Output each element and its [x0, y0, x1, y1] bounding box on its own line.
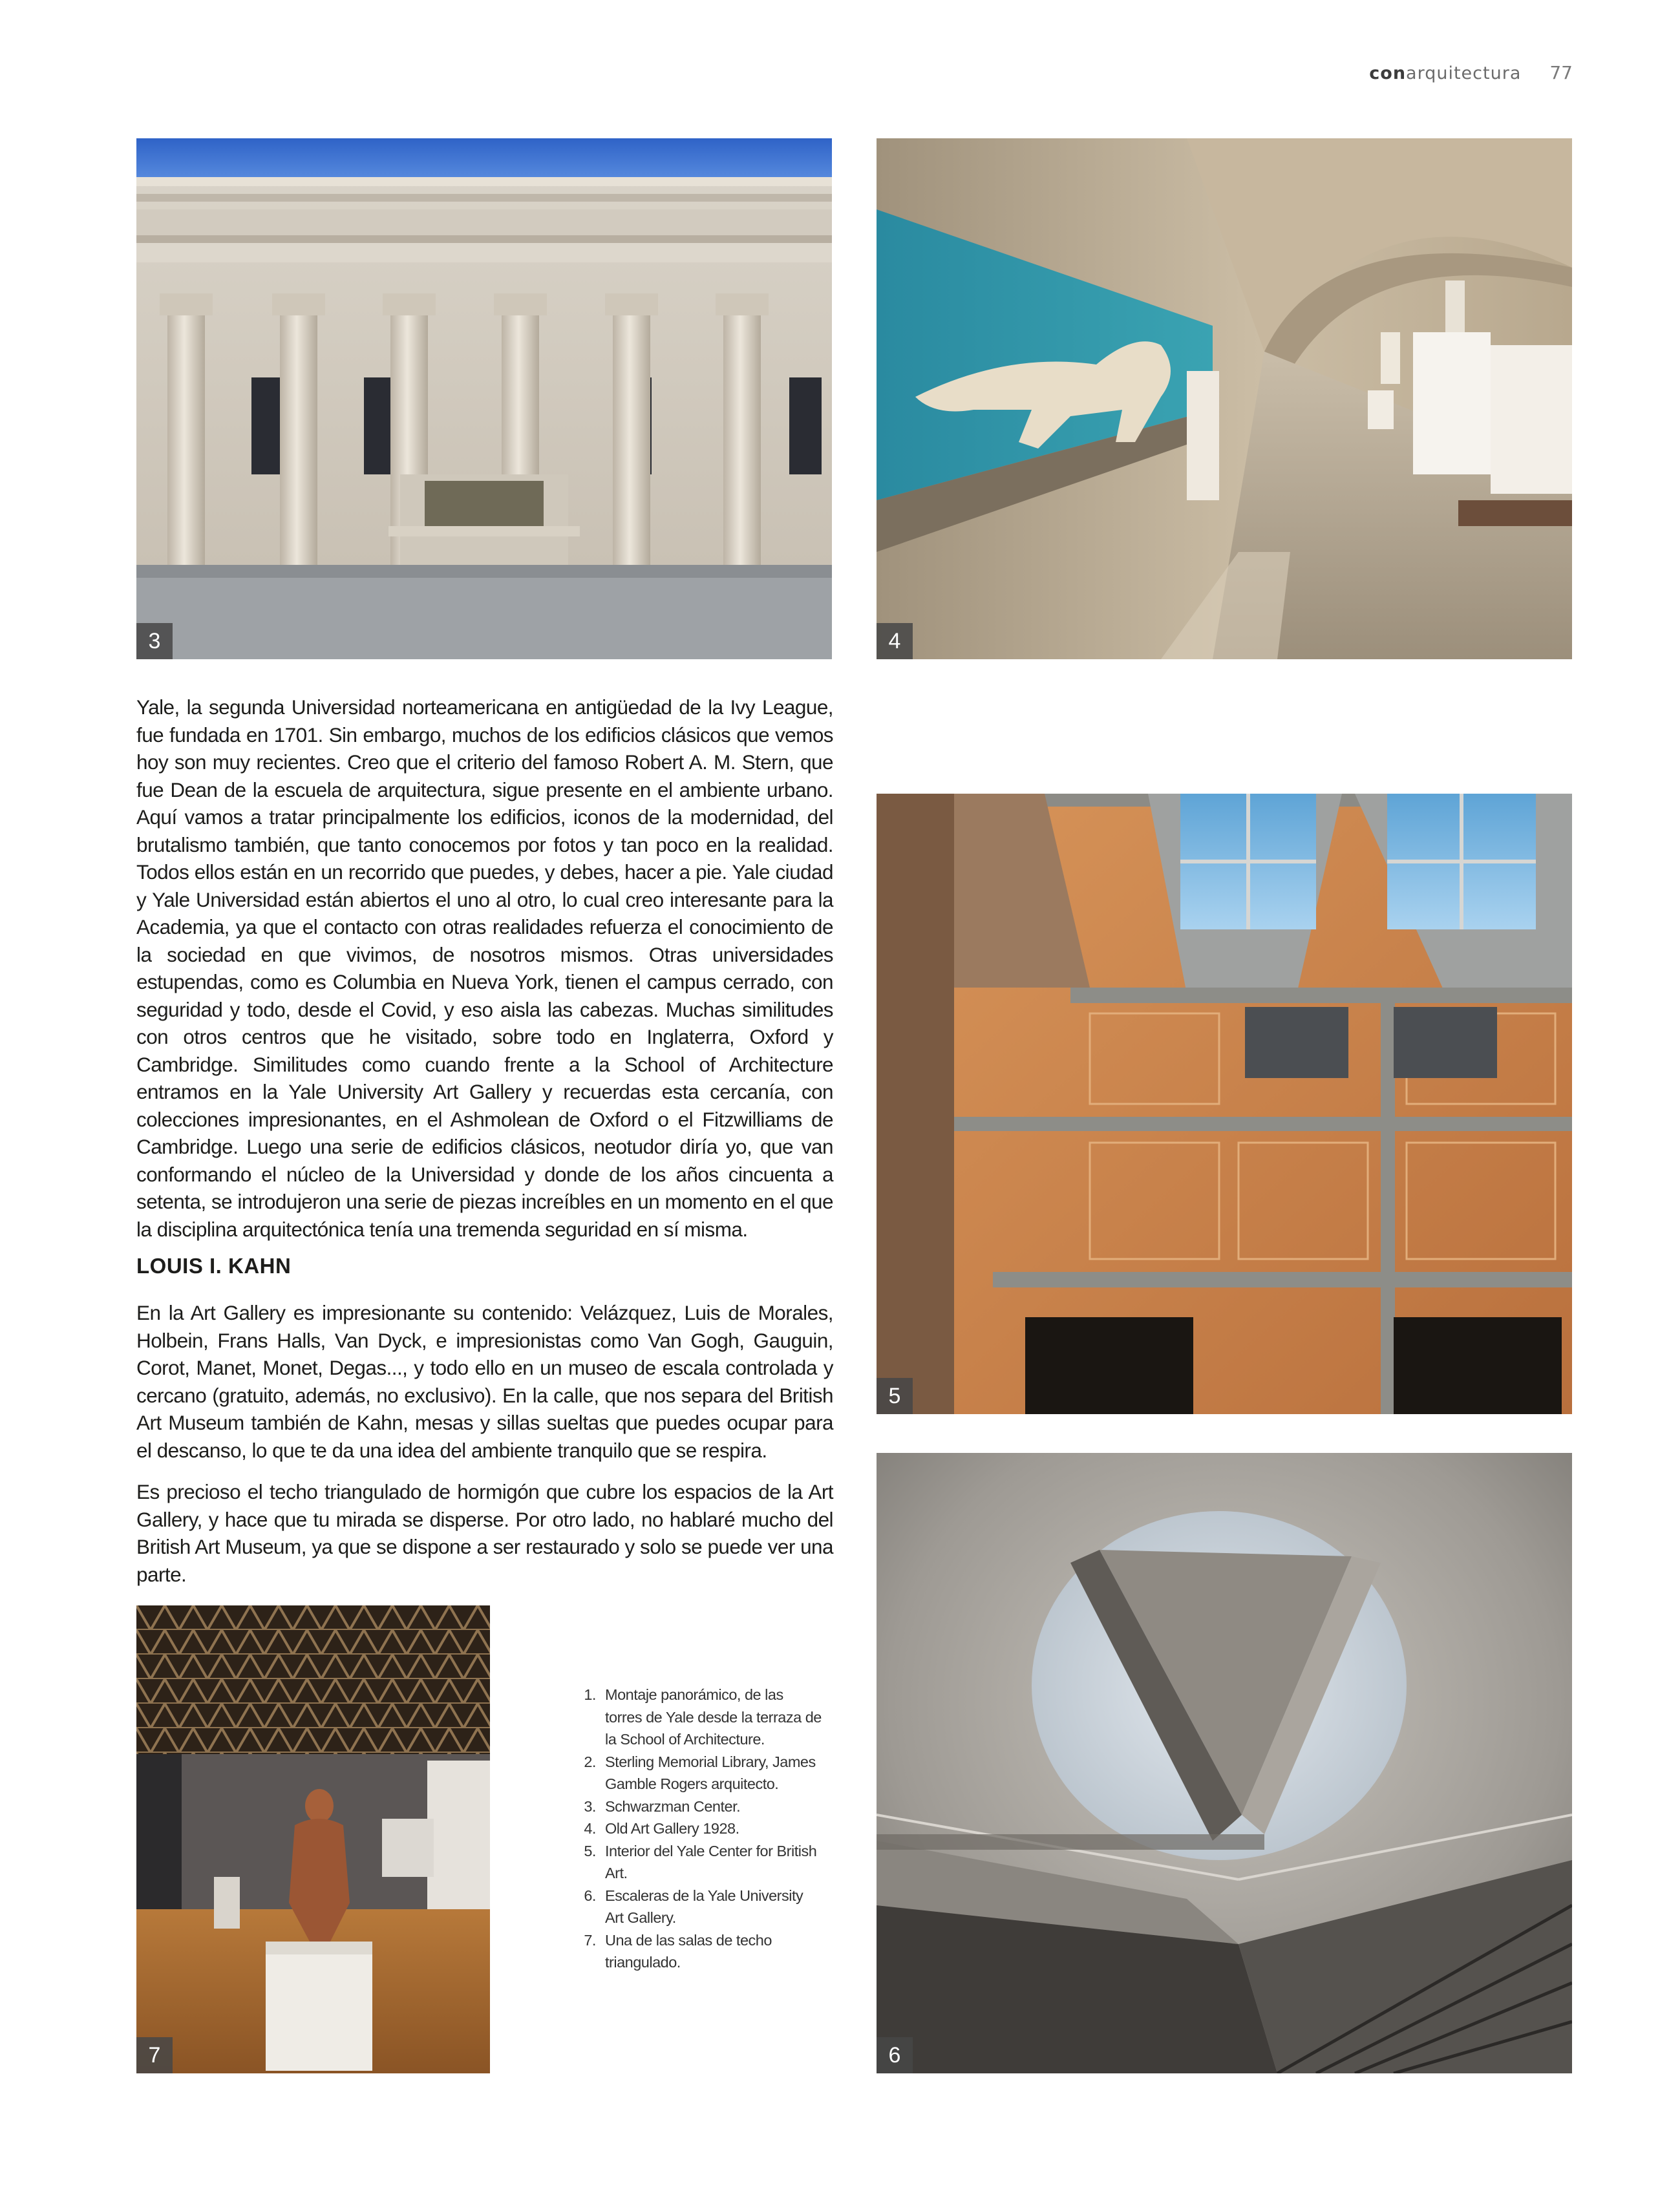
paragraph-ceiling: Es precioso el techo triangulado de hormigón que cubre los espacios de la Art Gallery, y hace que tu mirada se disperse. Por otro lado, no hablaré mucho del British Art Museum, ya que se dispone a ser restaurado y solo se puede ver una parte.	[136, 1480, 833, 1586]
photo-number: 7	[136, 2037, 173, 2073]
caption-item: 3. Schwarzman Center.	[600, 1795, 822, 1818]
photo-6	[877, 1453, 1572, 2073]
caption-list	[564, 1684, 822, 1974]
intro-paragraph: Yale, la segunda Universidad norteamericana en antigüedad de la Ivy League, fue fundada en 1701. Sin embargo, muchos de los edificios clásicos que vemos hoy son muy recientes. Creo que el criterio del famoso Robert A. M. Stern, que fue Dean de la escuela de arquitectura, sigue presente en el ambiente urbano. Aquí vamos a tratar principalmente los edificios, iconos de la modernidad, del brutalismo también, que tanto conocemos por fotos y tan poco en la realidad. Todos ellos están en un recorrido que puedes, y debes, hacer a pie. Yale ciudad y Yale Universidad están abiertos el uno al otro, lo cual creo interesante para la Academia, ya que el contacto con otras realidades refuerza el conocimiento de la sociedad en que vivimos, de nosotros mismos. Otras universidades estupendas, como es Columbia en Nueva York, tienen el campus cerrado, con seguridad y todo, desde el Covid, y eso aisla las cabezas. Muchas similitudes con otros centros que he visitado, sobre todo en Inglaterra, Oxford y Cambridge. Similitudes como cuando frente a la School of Architecture entramos en la Yale University Art Gallery y recuerdas esta cercanía, con colecciones impresionantes, en el Ashmolean de Oxford o el Fitzwilliams de Cambridge. Luego una serie de edificios clásicos, neotudor diría yo, que van conformando el núcleo de la Universidad y donde de los años cincuenta a setenta, se introdujeron una serie de piezas increíbles en un momento en el que la disciplina arquitectónica tenía una tremenda seguridad en sí misma.	[136, 695, 833, 1241]
section-kahn-body	[136, 1299, 833, 1602]
photo-number: 4	[877, 623, 913, 659]
page-number: 77	[1549, 62, 1573, 83]
photo-3	[136, 138, 832, 659]
article-body	[136, 693, 833, 1257]
paragraph-art-gallery: En la Art Gallery es impresionante su contenido: Velázquez, Luis de Morales, Holbein, Frans Halls, Van Dyck, e impresionistas como Van Gogh, Gauguin, Corot, Manet, Monet, Degas..., y todo ello en un museo de escala controlada y cercano (gratuito, además, no exclusivo). En la calle, que nos separa del British Art Museum también de Kahn, mesas y sillas sueltas que puedes ocupar para el descanso, lo que te da una idea del ambiente tranquilo que se respira.	[136, 1301, 833, 1462]
caption-item: 7. Una de las salas de techo triangulado.	[600, 1929, 822, 1974]
section-kahn	[136, 1254, 833, 1278]
photo-4	[877, 138, 1572, 659]
photo-number: 5	[877, 1378, 913, 1414]
photo-7	[136, 1605, 490, 2073]
photo-number: 6	[877, 2037, 913, 2073]
photo-6-image	[877, 1453, 1572, 2073]
photo-3-image	[136, 138, 832, 659]
photo-captions	[564, 1684, 822, 1974]
photo-7-image	[136, 1605, 490, 2073]
running-header	[1369, 62, 1573, 94]
caption-item: 6. Escaleras de la Yale University Art Gallery.	[600, 1885, 822, 1929]
caption-item: 2. Sterling Memorial Library, James Gamble Rogers arquitecto.	[600, 1751, 822, 1795]
caption-item: 1. Montaje panorámico, de las torres de Yale desde la terraza de la School of Architecture.	[600, 1684, 822, 1751]
magazine-brand: conarquitectura	[1369, 63, 1522, 83]
photo-5-image	[877, 794, 1572, 1414]
photo-5	[877, 794, 1572, 1414]
caption-item: 4. Old Art Gallery 1928.	[600, 1817, 822, 1840]
caption-item: 5. Interior del Yale Center for British Art.	[600, 1840, 822, 1885]
photo-number: 3	[136, 623, 173, 659]
photo-4-image	[877, 138, 1572, 659]
section-heading: LOUIS I. KAHN	[136, 1254, 292, 1278]
